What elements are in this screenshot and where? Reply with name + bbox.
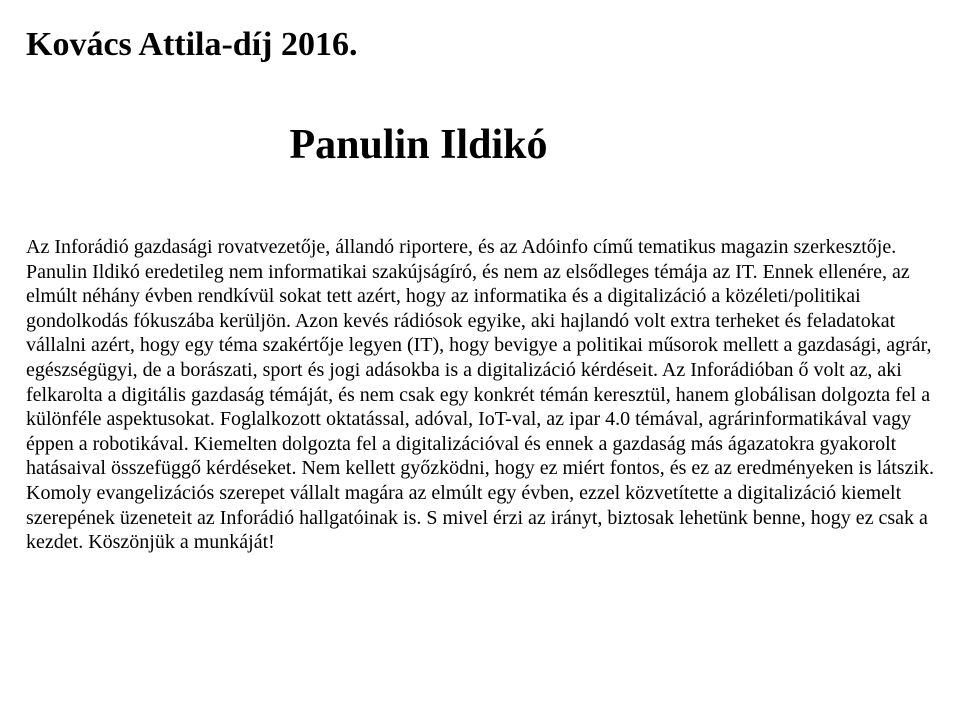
award-title: Kovács Attila-díj 2016.	[26, 26, 358, 63]
biography-paragraph: Az Inforádió gazdasági rovatvezetője, állandó riportere, és az Adóinfo című tematikus magazin szerkesztője. Panulin Ildikó eredetileg nem informatikai szakújságíró, és nem az elsődleges témája az IT. Ennek ellenére, az elmúlt néhány évben rendkívül sokat tett azért, hogy az informatika és a digitalizáció a közéleti/politikai gondolkodás fókuszába kerüljön. Azon kevés rádiósok egyike, aki hajlandó volt extra terheket és feladatokat vállalni azért, hogy egy téma szakértője legyen (IT), hogy bevigye a politikai műsorok mellett a gazdasági, agrár, egészségügyi, de a borászati, sport és jogi adásokba is a digitalizáció kérdéseit. Az Inforádióban ő volt az, aki felkarolta a digitális gazdaság témáját, és nem csak egy konkrét témán keresztül, hanem globálisan dolgozta fel a különféle aspektusokat. Foglalkozott oktatással, adóval, IoT-val, az ipar 4.0 témával, agrárinformatikával vagy éppen a robotikával. Kiemelten dolgozta fel a digitalizációval és ennek a gazdaság más ágazatokra gyakorolt hatásaival összefüggő kérdéseket. Nem kellett győzködni, hogy ez miért fontos, és ez az eredményeken is látszik. Komoly evangelizációs szerepet vállalt magára az elmúlt egy évben, ezzel közvetítette a digitalizáció kiemelt szerepének üzeneteit az Inforádió hallgatóinak is. S mivel érzi az irányt, biztosak lehetünk benne, hogy ez csak a kezdet. Köszönjük a munkáját!	[26, 236, 935, 554]
person-name: Panulin Ildikó	[289, 122, 548, 168]
